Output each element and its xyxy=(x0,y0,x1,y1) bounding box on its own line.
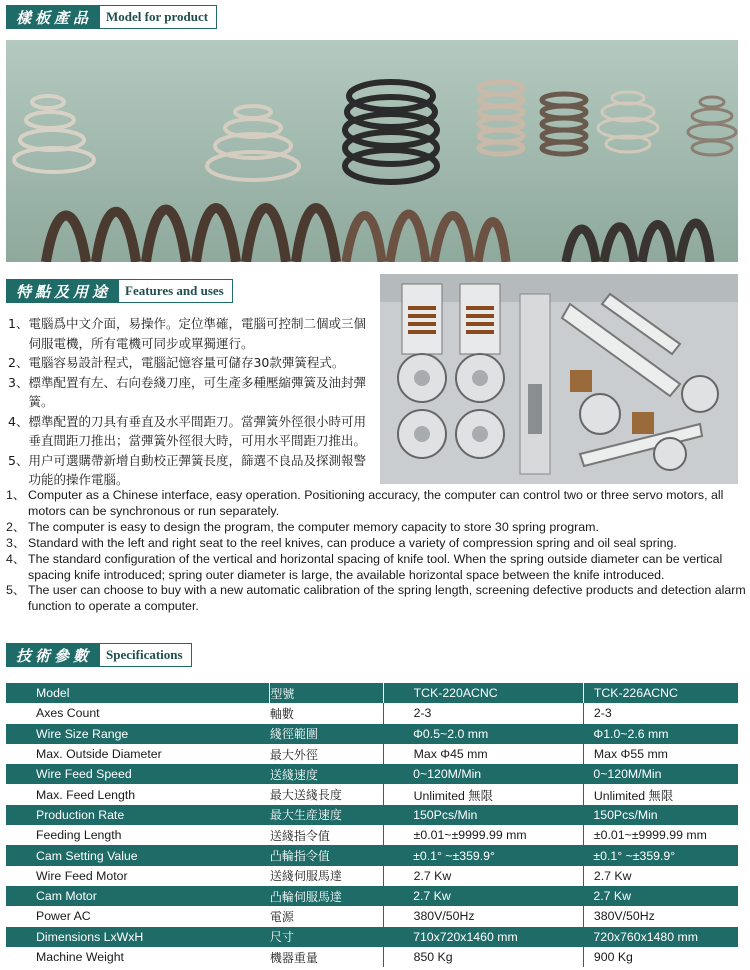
table-cell: Max Φ45 mm xyxy=(383,744,583,764)
table-row xyxy=(6,947,738,967)
table-cell: 送綫指令值 xyxy=(270,825,383,845)
samples-header xyxy=(6,5,217,29)
table-cell: ±0.01~±9999.99 mm xyxy=(583,825,738,845)
table-cell: Cam Setting Value xyxy=(6,845,270,865)
header-cell: TCK-226ACNC xyxy=(583,683,738,703)
machine-photo xyxy=(380,274,738,484)
table-cell: Max. Feed Length xyxy=(6,784,270,804)
table-row xyxy=(6,703,738,723)
specs-title-en: Specifications xyxy=(100,643,192,667)
header-cell: 型號 xyxy=(270,683,383,703)
table-row xyxy=(6,927,738,947)
samples-title-en: Model for product xyxy=(100,5,217,29)
feature-en-item: 5、 The user can choose to buy with a new automatic calibration of the spring length, screening defective products and detection alarm function to operate a computer. xyxy=(6,583,746,614)
feature-cn-item: 4、 標準配置的刀具有垂直及水平間距刀。當彈簧外徑很小時可用垂直間距刀推出；當彈簧外徑很大時，可用水平間距刀推出。 xyxy=(8,413,366,448)
specs-title-cn: 技術參數 xyxy=(6,643,100,667)
features-list-en xyxy=(6,488,746,615)
feature-en-item: 3、 Standard with the left and right seat to the reel knives, can produce a variety of compression spring and oil seal spring. xyxy=(6,535,677,550)
header-cell: TCK-220ACNC xyxy=(383,683,583,703)
table-cell: 150Pcs/Min xyxy=(583,805,738,825)
table-cell: 900 Kg xyxy=(583,947,738,967)
table-row xyxy=(6,805,738,825)
feature-cn-item: 5、 用户可選購帶新增自動校正彈簧長度，篩選不良品及探測報警功能的操作電腦。 xyxy=(8,452,366,487)
feature-cn-item: 1、 電腦爲中文介面，易操作。定位準確，電腦可控制二個或三個伺服電機，所有電機可同步或單獨運行。 xyxy=(8,316,366,351)
table-row xyxy=(6,825,738,845)
table-cell: 送綫伺服馬達 xyxy=(270,866,383,886)
table-cell: 380V/50Hz xyxy=(383,906,583,926)
table-cell: Wire Feed Motor xyxy=(6,866,270,886)
table-header-row xyxy=(6,683,738,703)
table-cell: Dimensions LxWxH xyxy=(6,927,270,947)
table-cell: Feeding Length xyxy=(6,825,270,845)
table-cell: 電源 xyxy=(270,906,383,926)
table-cell: 機器重量 xyxy=(270,947,383,967)
table-cell: ±0.1° ~±359.9° xyxy=(383,845,583,865)
feature-en-item: 1、 Computer as a Chinese interface, easy operation. Positioning accuracy, the computer can control two or three servo motors, all motors can be synchronous or run separately. xyxy=(6,488,724,518)
feature-cn-item: 2、 電腦容易設計程式，電腦記憶容量可儲存30款彈簧程式。 xyxy=(8,355,345,370)
table-cell: Production Rate xyxy=(6,805,270,825)
table-row xyxy=(6,784,738,804)
features-title-cn: 特點及用途 xyxy=(6,279,119,303)
table-cell: Unlimited 無限 xyxy=(583,784,738,804)
table-cell: 尺寸 xyxy=(270,927,383,947)
table-cell: Power AC xyxy=(6,906,270,926)
table-cell: 2.7 Kw xyxy=(583,866,738,886)
table-cell: Wire Feed Speed xyxy=(6,764,270,784)
table-cell: 2.7 Kw xyxy=(583,886,738,906)
compression-spring-1 xyxy=(479,82,523,154)
table-cell: 0~120M/Min xyxy=(383,764,583,784)
table-row xyxy=(6,906,738,926)
table-cell: Φ0.5~2.0 mm xyxy=(383,724,583,744)
table-cell: 最大生産速度 xyxy=(270,805,383,825)
table-cell: 最大外徑 xyxy=(270,744,383,764)
feature-en-item: 2、 The computer is easy to design the program, the computer memory capacity to store 30 spring program. xyxy=(6,519,599,534)
table-cell: 720x760x1480 mm xyxy=(583,927,738,947)
features-header xyxy=(6,279,233,303)
table-cell: 2.7 Kw xyxy=(383,886,583,906)
table-cell: 2.7 Kw xyxy=(383,866,583,886)
table-cell: 150Pcs/Min xyxy=(383,805,583,825)
table-cell: Cam Motor xyxy=(6,886,270,906)
header-cell: Model xyxy=(6,683,270,703)
table-row xyxy=(6,764,738,784)
table-cell: Max Φ55 mm xyxy=(583,744,738,764)
samples-title-cn: 樣板產品 xyxy=(6,5,100,29)
table-cell: 軸數 xyxy=(270,703,383,723)
machine-illustration xyxy=(380,274,738,484)
features-title-en: Features and uses xyxy=(119,279,233,303)
table-row xyxy=(6,886,738,906)
table-row xyxy=(6,744,738,764)
table-cell: 最大送綫長度 xyxy=(270,784,383,804)
table-row xyxy=(6,724,738,744)
table-cell: 2-3 xyxy=(583,703,738,723)
table-cell: Machine Weight xyxy=(6,947,270,967)
table-cell: 送綫速度 xyxy=(270,764,383,784)
table-row xyxy=(6,845,738,865)
feature-cn-item: 3、 標準配置有左、右向卷綫刀座，可生產多種壓縮彈簧及油封彈簧。 xyxy=(8,374,366,409)
table-cell: 0~120M/Min xyxy=(583,764,738,784)
table-cell: 2-3 xyxy=(383,703,583,723)
table-cell: 凸輪伺服馬達 xyxy=(270,886,383,906)
table-row xyxy=(6,866,738,886)
table-cell: Wire Size Range xyxy=(6,724,270,744)
specs-header xyxy=(6,643,192,667)
table-cell: ±0.01~±9999.99 mm xyxy=(383,825,583,845)
table-cell: Unlimited 無限 xyxy=(383,784,583,804)
table-cell: Φ1.0~2.6 mm xyxy=(583,724,738,744)
table-cell: 綫徑範圍 xyxy=(270,724,383,744)
table-cell: 凸輪指令值 xyxy=(270,845,383,865)
table-cell: 710x720x1460 mm xyxy=(383,927,583,947)
table-cell: ±0.1° ~±359.9° xyxy=(583,845,738,865)
spring-samples-photo xyxy=(6,40,738,262)
springs-illustration xyxy=(6,40,738,262)
table-cell: Axes Count xyxy=(6,703,270,723)
specs-table xyxy=(6,683,738,967)
feature-en-item: 4、 The standard configuration of the vertical and horizontal spacing of knife tool. When the spring outside diameter can be vertical spacing knife introduced; spring outer diameter is large, the available horizontal space between the knife introduced. xyxy=(6,551,723,582)
table-cell: 850 Kg xyxy=(383,947,583,967)
table-cell: 380V/50Hz xyxy=(583,906,738,926)
table-cell: Max. Outside Diameter xyxy=(6,744,270,764)
features-list-cn xyxy=(8,314,378,490)
